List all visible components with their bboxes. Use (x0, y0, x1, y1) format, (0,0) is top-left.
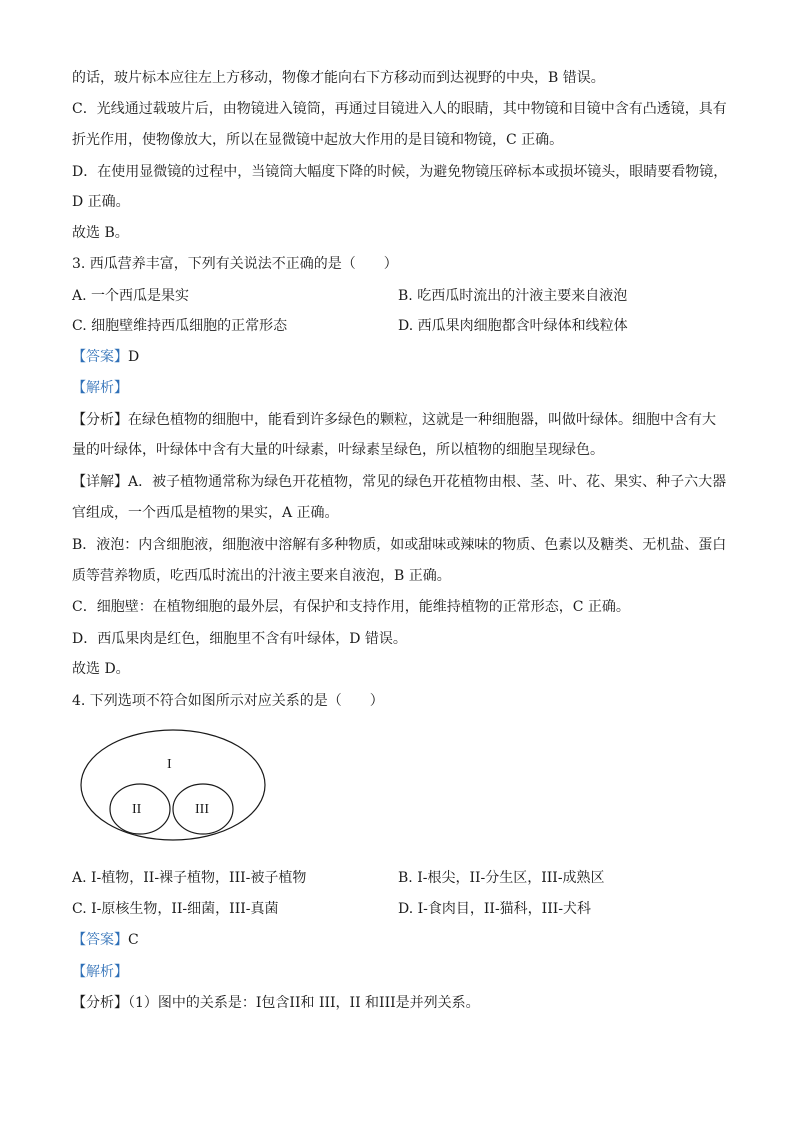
fenxi-text: （1）图中的关系是：I包含II和 III，II 和III是并列关系。 (128, 995, 480, 1011)
q4-option-c: C. I-原核生物，II-细菌，III-真菌 (72, 901, 279, 917)
q4-option-a: A. I-植物，II-裸子植物，III-被子植物 (72, 870, 307, 886)
q3-option-a: A. 一个西瓜是果实 (72, 288, 190, 304)
q3-choose: 故选 D。 (72, 661, 130, 677)
q3-fenxi-line1 (72, 410, 716, 430)
venn-diagram (78, 728, 268, 844)
q3-option-b: B. 吃西瓜时流出的汁液主要来自液泡 (398, 288, 628, 304)
prev-c-line1: C．光线通过载玻片后，由物镜进入镜筒，再通过目镜进入人的眼睛，其中物镜和目镜中含有凸透镜，具有 (72, 101, 727, 117)
answer-tag: 【答案】 (72, 349, 128, 365)
answer-value: C (128, 932, 139, 948)
q3-xiangjie-b2: 质等营养物质，吃西瓜时流出的汁液主要来自液泡，B 正确。 (72, 568, 451, 584)
q3-xiangjie-a1 (72, 472, 726, 492)
q3-xiangjie-b1: B．液泡：内含细胞液，细胞液中溶解有多种物质，如或甜味或辣味的物质、色素以及糖类、无机盐、蛋白 (72, 537, 727, 553)
label-right: III (195, 802, 209, 817)
outer-ellipse (81, 730, 265, 840)
q3-xiangjie-a2: 官组成，一个西瓜是植物的果实，A 正确。 (72, 505, 339, 521)
q4-option-b: B. I-根尖，II-分生区，III-成熟区 (398, 870, 605, 886)
fenxi-tag: 【分析】 (72, 995, 128, 1011)
label-outer: I (167, 757, 172, 772)
q3-answer (72, 347, 139, 367)
xiangjie-tag: 【详解】 (72, 474, 128, 490)
xiangjie-text: A．被子植物通常称为绿色开花植物，常见的绿色开花植物由根、茎、叶、花、果实、种子六大器 (128, 474, 727, 490)
prev-d-line1: D．在使用显微镜的过程中，当镜筒大幅度下降的时候，为避免物镜压碎标本或损坏镜头，眼睛要看物镜， (72, 164, 728, 180)
q3-xiangjie-d: D．西瓜果肉是红色，细胞里不含有叶绿体，D 错误。 (72, 631, 407, 647)
q3-xiangjie-c: C．细胞壁：在植物细胞的最外层，有保护和支持作用，能维持植物的正常形态，C 正确。 (72, 599, 630, 615)
answer-value: D (128, 349, 140, 365)
fenxi-tag: 【分析】 (72, 412, 128, 428)
prev-d-line2: D 正确。 (72, 194, 130, 210)
q3-option-d: D. 西瓜果肉细胞都含叶绿体和线粒体 (398, 318, 628, 334)
q3-stem: 3. 西瓜营养丰富，下列有关说法不正确的是（ ） (72, 256, 398, 272)
q3-analysis-tag: 【解析】 (72, 380, 128, 396)
q4-fenxi-line1 (72, 993, 480, 1013)
q3-fenxi-line2: 量的叶绿体，叶绿体中含有大量的叶绿素，叶绿素呈绿色，所以植物的细胞呈现绿色。 (72, 442, 604, 458)
q3-option-c: C. 细胞壁维持西瓜细胞的正常形态 (72, 318, 288, 334)
prev-choose: 故选 B。 (72, 225, 129, 241)
q4-answer (72, 930, 139, 950)
prev-b-continued: 的话，玻片标本应往左上方移动，物像才能向右下方移动而到达视野的中央，B 错误。 (72, 70, 605, 86)
q4-analysis-tag: 【解析】 (72, 964, 128, 980)
label-left: II (132, 802, 142, 817)
q4-stem: 4. 下列选项不符合如图所示对应关系的是（ ） (72, 693, 384, 709)
prev-c-line2: 折光作用，使物像放大，所以在显微镜中起放大作用的是目镜和物镜，C 正确。 (72, 132, 564, 148)
fenxi-text: 在绿色植物的细胞中，能看到许多绿色的颗粒，这就是一种细胞器，叫做叶绿体。细胞中含有大 (128, 412, 716, 428)
q4-option-d: D. I-食肉目，II-猫科，III-犬科 (398, 901, 591, 917)
answer-tag: 【答案】 (72, 932, 128, 948)
